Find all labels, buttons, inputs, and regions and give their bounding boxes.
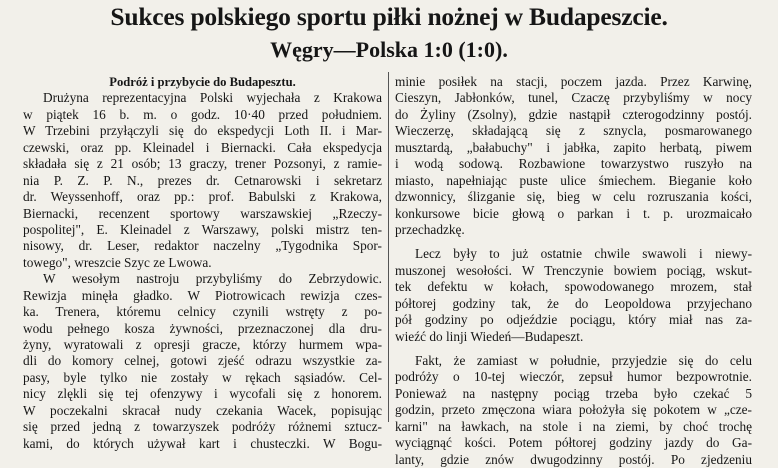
text-line: dzwonnicy, ślizganie się, bieg w celu rozruszania kości, bbox=[395, 189, 752, 205]
article-column-left bbox=[23, 74, 382, 451]
text-line: dr. Weyssenhoff, oraz pp.: prof. Babulski z Krakowa, bbox=[23, 189, 382, 205]
text-line: wodu pełnego kosza żywności, przeznaczonej dla dru- bbox=[23, 320, 382, 336]
text-line: Biernacki, recenzent sportowy warszawskiej „Rzeczy- bbox=[23, 205, 382, 221]
text-line: do Żyliny (Zsolny), gdzie nastąpił czterogodzinny postój. bbox=[395, 106, 752, 122]
text-line: dli do komory celnej, gotowi zjeść odrazu wszystkie za- bbox=[23, 353, 382, 369]
text-line: godzin, przeto zmęczona wiara położyła się pokotem w „cze- bbox=[395, 402, 752, 418]
text-line: miasto, napełniając puste ulice śmiechem. Bieganie koło bbox=[395, 172, 752, 188]
text-line: nicy zlękli się tej ofenzywy i wycofali się z honorem. bbox=[23, 386, 382, 402]
text-line: wieźć do linji Wiedeń—Budapeszt. bbox=[395, 328, 584, 344]
text-line: W wesołym nastroju przybyliśmy do Zebrzydowic. bbox=[43, 271, 382, 287]
text-line: tek defektu w kołach, spowodowanego mrozem, stał bbox=[395, 279, 752, 295]
text-line: Lecz były to już ostatnie chwile swawoli i niewy- bbox=[415, 246, 752, 262]
text-line: przechadzkę. bbox=[395, 221, 465, 237]
text-line: Drużyna reprezentacyjna Polski wyjechała z Krakowa bbox=[43, 90, 382, 106]
text-line: się przed jedną z towarzyszek podróży różnemi sztucz- bbox=[23, 419, 382, 435]
text-line: Wieczerzę, składającą się z sznycla, posmarowanego bbox=[395, 123, 752, 139]
text-line: muszonej wesołości. W Trenczynie bowiem pociąg, wskut- bbox=[395, 262, 752, 278]
text-line: karni" na ławkach, na stole i na ziemi, by choć trochę bbox=[395, 418, 752, 434]
text-line: pół godziny po odjeździe pociągu, który miał nas za- bbox=[395, 312, 752, 328]
text-line: kami, do których używał kart i chusteczki. W Bogu- bbox=[23, 435, 382, 451]
text-line: W poczekalni skracał nudy czekania Wacek, popisując bbox=[23, 402, 382, 418]
text-line: minie posiłek na stacji, poczem jazda. Przez Karwinę, bbox=[395, 74, 752, 89]
text-line: podróży o 10-tej wieczór, zepsuł humor bezpowrotnie. bbox=[395, 369, 752, 385]
text-line: w piątek 16 b. m. o godz. 10·40 przed południem. bbox=[23, 106, 382, 122]
text-line: Cieszyn, Jabłonków, tunel, Czaczę przybyliśmy w nocy bbox=[395, 90, 752, 106]
text-line: i wodą sodową. Rozbawione towarzystwo ruszyło na bbox=[395, 156, 752, 172]
text-line: ka. Trenera, któremu celnicy czynili wstręty z po- bbox=[23, 304, 382, 320]
text-line: nisowy, dr. Leser, redaktor naczelny „Tygodnika Spor- bbox=[23, 238, 382, 254]
text-line: lanty, gdzie znów dwugodzinny postój. Po zjedzeniu bbox=[395, 451, 752, 467]
text-line: pasy, byle tylko nie zostały w rękach sąsiadów. Cel- bbox=[23, 369, 382, 385]
headline: Sukces polskiego sportu piłki nożnej w Budapeszcie. bbox=[110, 2, 668, 31]
text-line: czewski, oraz pp. Kleinadel i Biernacki. Cała ekspedycja bbox=[23, 139, 382, 155]
text-line: półtorej godziny tak, że do Leopoldowa przyjechano bbox=[395, 295, 752, 311]
text-line: towego", wreszcie Szyc ze Lwowa. bbox=[23, 254, 212, 270]
subheadline: Węgry—Polska 1:0 (1:0). bbox=[270, 37, 508, 62]
column-divider bbox=[388, 72, 389, 422]
text-line: Ponieważ na następny pociąg trzeba było czekać 5 bbox=[395, 385, 752, 401]
text-line: składała się z 21 osób; 13 graczy, trener Pozsonyi, z ramie- bbox=[23, 156, 382, 172]
text-line: wyciągnąć kości. Potem półtorej godziny jazdy do Ga- bbox=[395, 435, 752, 451]
text-line: W Trzebini przyłączyli się do ekspedycji Loth II. i Mar- bbox=[23, 123, 382, 139]
section-title: Podróż i przybycie do Budapesztu. bbox=[109, 75, 296, 89]
text-line: żyny, wyratowali z opresji gracze, którzy hurmem wpa- bbox=[23, 337, 382, 352]
paragraph-gap bbox=[395, 238, 752, 246]
text-line: Rewizja minęła gładko. W Piotrowicach rewizja czes- bbox=[23, 287, 382, 303]
text-line: konkursowe bicie głową o parkan i t. p. urozmaicało bbox=[395, 205, 752, 221]
text-line: musztardą, „bałabuchy" i jabłka, zapito herbatą, piwem bbox=[395, 139, 752, 155]
text-line: nia P. Z. P. N., prezes dr. Cetnarowski i sekretarz bbox=[23, 172, 382, 188]
paragraph-gap bbox=[395, 345, 752, 353]
text-line: pospolitej", E. Kleinadel z Warszawy, polski mistrz ten- bbox=[23, 221, 382, 237]
article-column-right bbox=[395, 74, 752, 467]
text-line: Fakt, że zamiast w południe, przyjedzie się do celu bbox=[415, 353, 752, 368]
